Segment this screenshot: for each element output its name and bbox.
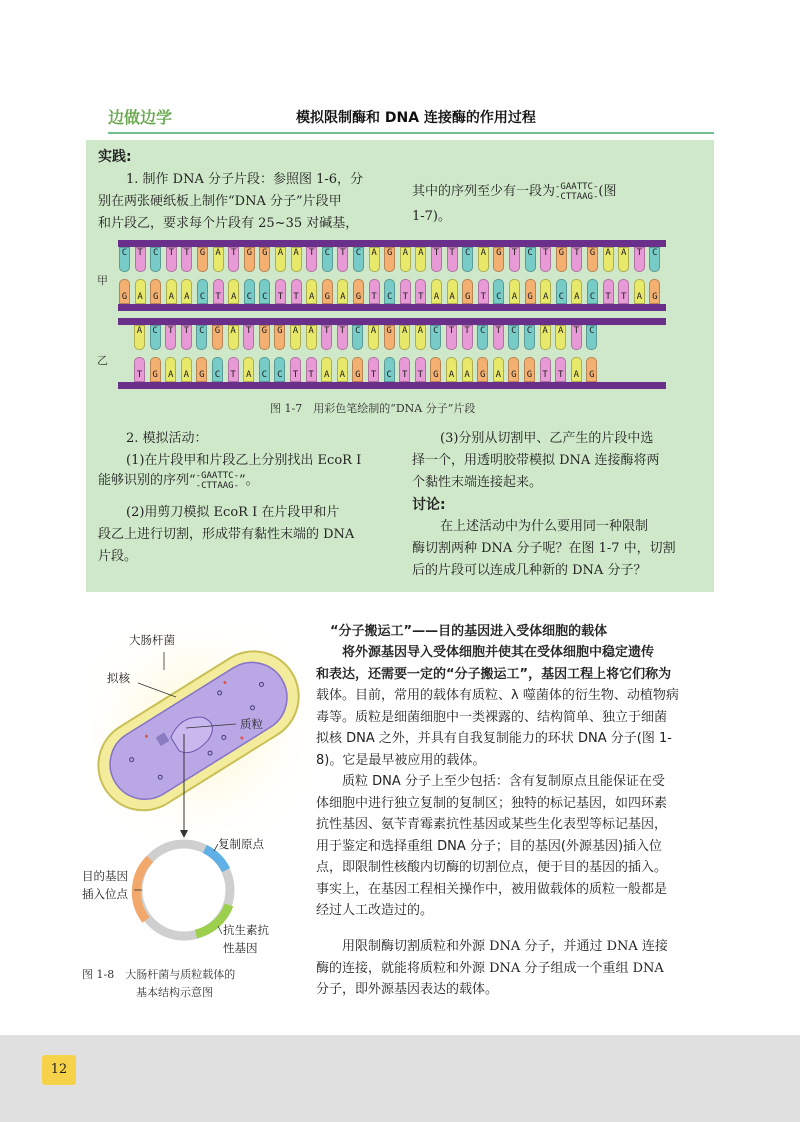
- dna-base: A: [446, 357, 457, 382]
- dna-base: A: [181, 279, 192, 304]
- dna-base: T: [306, 247, 317, 272]
- practice-heading: 实践:: [98, 149, 132, 165]
- dna-base: T: [321, 325, 332, 350]
- dna-base: A: [399, 325, 410, 350]
- dna-base: G: [556, 247, 567, 272]
- dna-base: A: [634, 279, 645, 304]
- dna-base: T: [290, 357, 301, 382]
- label-plasmid: 质粒: [240, 717, 263, 731]
- dna-base: C: [525, 247, 536, 272]
- discuss-heading: 讨论:: [412, 497, 446, 513]
- dna-base: G: [508, 357, 519, 382]
- section-label: 边做边学: [108, 108, 173, 127]
- dna-base: C: [197, 279, 208, 304]
- dna-base: C: [493, 279, 504, 304]
- dna-base: C: [477, 325, 488, 350]
- dna-base: T: [291, 279, 302, 304]
- dna-base: C: [430, 325, 441, 350]
- sub3-line-b: 择一个，用透明胶带模拟 DNA 连接酶将两: [412, 453, 660, 468]
- dna-base: C: [150, 325, 161, 350]
- dna-base: A: [306, 325, 317, 350]
- p1-line: 载体。目前，常用的载体有质粒、λ 噬菌体的衍生物、动植物病: [316, 688, 679, 703]
- dna-base: G: [384, 325, 395, 350]
- label-nucleoid: 拟核: [107, 671, 130, 685]
- dna-base: C: [587, 279, 598, 304]
- dna-base: A: [540, 325, 551, 350]
- dna-base: C: [244, 279, 255, 304]
- dna-base: T: [337, 325, 348, 350]
- sub1-line-b: [98, 470, 259, 492]
- dna-base: A: [571, 279, 582, 304]
- dna-base: T: [431, 247, 442, 272]
- dna-base: T: [634, 247, 645, 272]
- dna-base: T: [571, 247, 582, 272]
- dna-base: C: [384, 357, 395, 382]
- dna-base: G: [119, 279, 130, 304]
- dna-base: T: [618, 279, 629, 304]
- dna-base: C: [462, 247, 473, 272]
- sub1-line-b-post: ”。: [239, 473, 259, 488]
- dna-base: G: [150, 357, 161, 382]
- dna-base: G: [196, 357, 207, 382]
- dna-base: T: [165, 325, 176, 350]
- dna-base: G: [259, 325, 270, 350]
- dna-base: T: [243, 325, 254, 350]
- dna-base: G: [524, 357, 535, 382]
- dna-base: C: [649, 247, 660, 272]
- sub2-line-c: 片段。: [98, 549, 138, 564]
- p1-line: 拟核 DNA 之外，并具有自我复制能力的环状 DNA 分子(图 1-: [316, 731, 672, 746]
- p3-line: 分子，即外源基因表达的载体。: [316, 982, 499, 997]
- sub1-line-a: (1)在片段甲和片段乙上分别找出 EcoR Ⅰ: [126, 453, 362, 468]
- article-paragraph-2: [316, 771, 716, 922]
- dna-base: A: [415, 325, 426, 350]
- sequence-stack: [555, 182, 598, 202]
- step1-line-d: [412, 181, 616, 203]
- dna-base: G: [462, 279, 473, 304]
- sub3-line-a: (3)分别从切割甲、乙产生的片段中选: [440, 431, 654, 446]
- dna-base: T: [368, 357, 379, 382]
- step1-line-c: 和片段乙，要求每个片段有 25~35 对碱基，: [98, 216, 359, 231]
- dna-base: T: [181, 325, 192, 350]
- dna-base: T: [478, 279, 489, 304]
- dna-base: C: [556, 279, 567, 304]
- dna-base: C: [524, 325, 535, 350]
- p3-line: 用限制酶切割质粒和外源 DNA 分子，并通过 DNA 连接: [342, 939, 668, 954]
- sub1-sequence-stack: [196, 471, 239, 491]
- dna-base: G: [525, 279, 536, 304]
- p3-line: 酶的连接，就能将质粒和外源 DNA 分子组成一个重组 DNA: [316, 960, 664, 976]
- dna-base: T: [447, 247, 458, 272]
- dna-base: G: [586, 357, 597, 382]
- dna-base: G: [274, 325, 285, 350]
- dna-base: T: [275, 279, 286, 304]
- p1-line: 毒等。质粒是细菌细胞中一类裸露的、结构简单、独立于细菌: [316, 709, 668, 725]
- dna-base: A: [135, 279, 146, 304]
- dna-base: A: [275, 247, 286, 272]
- dna-base: T: [571, 325, 582, 350]
- dna-base: A: [181, 357, 192, 382]
- dna-base: G: [493, 247, 504, 272]
- dna-base: A: [134, 325, 145, 350]
- dna-base: A: [291, 247, 302, 272]
- figure-1-8-caption-a: 图 1-8 大肠杆菌与质粒载体的: [82, 968, 236, 981]
- dna-base: C: [212, 357, 223, 382]
- dna-base: G: [430, 357, 441, 382]
- dna-base: C: [119, 247, 130, 272]
- step1-line-e: 1-7)。: [412, 209, 452, 224]
- p2-line: 用于鉴定和选择重组 DNA 分子；目的基因(外源基因)插入位: [316, 838, 663, 854]
- dna-base: T: [540, 357, 551, 382]
- p1-line: 和表达，还需要一定的“分子搬运工”，基因工程上将它们称为: [316, 666, 672, 682]
- dna-base: T: [415, 279, 426, 304]
- dna-base: A: [431, 279, 442, 304]
- label-target-b: 插入位点: [82, 887, 128, 901]
- dna-base: T: [213, 279, 224, 304]
- dna-base: T: [228, 357, 239, 382]
- sub3-line-c: 个黏性末端连接起来。: [412, 475, 543, 490]
- dna-base: A: [306, 279, 317, 304]
- footer-band: [0, 1035, 800, 1122]
- dna-base: A: [555, 325, 566, 350]
- dna-base: G: [477, 357, 488, 382]
- dna-base: A: [337, 357, 348, 382]
- dna-base: G: [384, 247, 395, 272]
- dna-base: C: [322, 247, 333, 272]
- dna-base: A: [368, 325, 379, 350]
- dna-base: A: [540, 279, 551, 304]
- label-ecoli: 大肠杆菌: [129, 633, 175, 647]
- label-resist-b: 性基因: [223, 941, 258, 955]
- sub1-line-b-pre: 能够识别的序列“: [98, 473, 196, 488]
- sequence-top: -GAATTC-: [555, 181, 599, 192]
- dna-base: G: [150, 279, 161, 304]
- dna-base: A: [447, 279, 458, 304]
- p2-line: 体细胞中进行独立复制的复制区；独特的标记基因，如四环素: [316, 795, 668, 811]
- dna-base: A: [462, 357, 473, 382]
- dna-base: A: [228, 325, 239, 350]
- dna-base: A: [337, 279, 348, 304]
- dna-base: A: [571, 357, 582, 382]
- dna-base: C: [586, 325, 597, 350]
- dna-base: G: [352, 357, 363, 382]
- step1-line-b: 别在两张硬纸板上制作“DNA 分子”片段甲: [98, 194, 342, 209]
- dna-base: T: [134, 357, 145, 382]
- sub1-sequence-bottom: -CTTAAG-: [195, 480, 240, 491]
- p2-line: 点，即限制性核酸内切酶的切割位点，便于目的基因的插入。: [316, 860, 668, 875]
- dna-base: T: [369, 279, 380, 304]
- dna-base: A: [166, 279, 177, 304]
- p2-line: 事实上，在基因工程相关操作中，被用做载体的质粒一般都是: [316, 881, 668, 897]
- dna-a-backbone-top: [118, 240, 666, 247]
- article-paragraph-3: [316, 936, 716, 1001]
- dna-b-backbone-top: [118, 318, 666, 325]
- page-title: 模拟限制酶和 DNA 连接酶的作用过程: [296, 110, 536, 126]
- dna-base: C: [508, 325, 519, 350]
- dna-base: A: [603, 247, 614, 272]
- dna-base: G: [212, 325, 223, 350]
- dna-base: A: [290, 325, 301, 350]
- dna-base: G: [587, 247, 598, 272]
- dna-base: G: [649, 279, 660, 304]
- dna-base: G: [322, 279, 333, 304]
- dna-base: C: [352, 325, 363, 350]
- sub1-sequence-top: -GAATTC-: [195, 470, 240, 481]
- dna-base: T: [493, 325, 504, 350]
- dna-label-a: 甲: [97, 274, 108, 287]
- dna-base: T: [228, 247, 239, 272]
- p1-line: 8)。它是最早被应用的载体。: [316, 752, 486, 768]
- dna-base: C: [259, 279, 270, 304]
- dna-base: A: [165, 357, 176, 382]
- dna-base: C: [150, 247, 161, 272]
- figure-1-7-caption: 图 1-7 用彩色笔绘制的“DNA 分子”片段: [270, 402, 476, 415]
- dna-base: G: [259, 247, 270, 272]
- dna-base: A: [618, 247, 629, 272]
- dna-base: T: [135, 247, 146, 272]
- article-paragraph-1: [316, 642, 716, 771]
- dna-base: A: [369, 247, 380, 272]
- discuss-line-a: 在上述活动中为什么要用同一种限制: [440, 519, 649, 534]
- figure-1-8-caption-b: 基本结构示意图: [136, 986, 213, 999]
- step1-line-d-pre: 其中的序列至少有一段为: [412, 184, 556, 199]
- label-origin: 复制原点: [218, 837, 264, 851]
- article-subtitle: “分子搬运工”——目的基因进入受体细胞的载体: [330, 624, 608, 639]
- dna-base: T: [166, 247, 177, 272]
- step2-heading: 2. 模拟活动：: [126, 431, 208, 446]
- dna-base: T: [446, 325, 457, 350]
- dna-base: G: [244, 247, 255, 272]
- dna-base: T: [400, 279, 411, 304]
- dna-base: T: [337, 247, 348, 272]
- step1-line-d-post: (图: [598, 184, 617, 199]
- dna-base: C: [353, 247, 364, 272]
- dna-base: A: [243, 357, 254, 382]
- dna-base: C: [196, 325, 207, 350]
- label-target-a: 目的基因: [82, 869, 128, 883]
- p2-line: 抗性基因、氨苄青霉素抗性基因或某些生化表型等标记基因，: [316, 817, 668, 832]
- dna-base: A: [321, 357, 332, 382]
- dna-b-backbone-bottom: [118, 382, 666, 389]
- dna-base: C: [384, 279, 395, 304]
- dna-base: C: [274, 357, 285, 382]
- dna-base: A: [228, 279, 239, 304]
- label-resist-a: 抗生素抗: [223, 923, 269, 937]
- ecoli-plasmid-figure: [86, 600, 310, 970]
- p2-line: 经过人工改造过的。: [316, 903, 434, 918]
- dna-base: G: [197, 247, 208, 272]
- dna-base: G: [353, 279, 364, 304]
- discuss-line-c: 后的片段可以连成几种新的 DNA 分子？: [412, 563, 647, 578]
- dna-base: A: [493, 357, 504, 382]
- page-number: 12: [42, 1055, 76, 1085]
- step1-line-a: 1. 制作 DNA 分子片段：参照图 1-6，分: [126, 172, 364, 187]
- dna-base: T: [462, 325, 473, 350]
- p1-line: 将外源基因导入受体细胞并使其在受体细胞中稳定遗传: [342, 645, 655, 660]
- discuss-line-b: 酶切割两种 DNA 分子呢？在图 1-7 中，切割: [412, 541, 676, 556]
- dna-base: T: [181, 247, 192, 272]
- dna-base: A: [213, 247, 224, 272]
- dna-base: A: [509, 279, 520, 304]
- p2-line: 质粒 DNA 分子上至少包括：含有复制原点且能保证在受: [342, 774, 665, 789]
- dna-base: T: [555, 357, 566, 382]
- dna-a-backbone-bottom: [118, 304, 666, 311]
- dna-label-b: 乙: [97, 354, 108, 367]
- dna-base: T: [306, 357, 317, 382]
- sub2-line-b: 段乙上进行切割，形成带有黏性末端的 DNA: [98, 527, 355, 542]
- dna-base: T: [540, 247, 551, 272]
- dna-base: A: [415, 247, 426, 272]
- dna-base: T: [399, 357, 410, 382]
- dna-base: C: [259, 357, 270, 382]
- dna-base: A: [400, 247, 411, 272]
- sub2-line-a: (2)用剪刀模拟 EcoR Ⅰ 在片段甲和片: [126, 505, 340, 520]
- dna-base: T: [509, 247, 520, 272]
- dna-base: A: [478, 247, 489, 272]
- dna-base: T: [415, 357, 426, 382]
- dna-base: T: [603, 279, 614, 304]
- header-divider: [108, 132, 714, 134]
- sequence-bottom: -CTTAAG-: [555, 191, 599, 202]
